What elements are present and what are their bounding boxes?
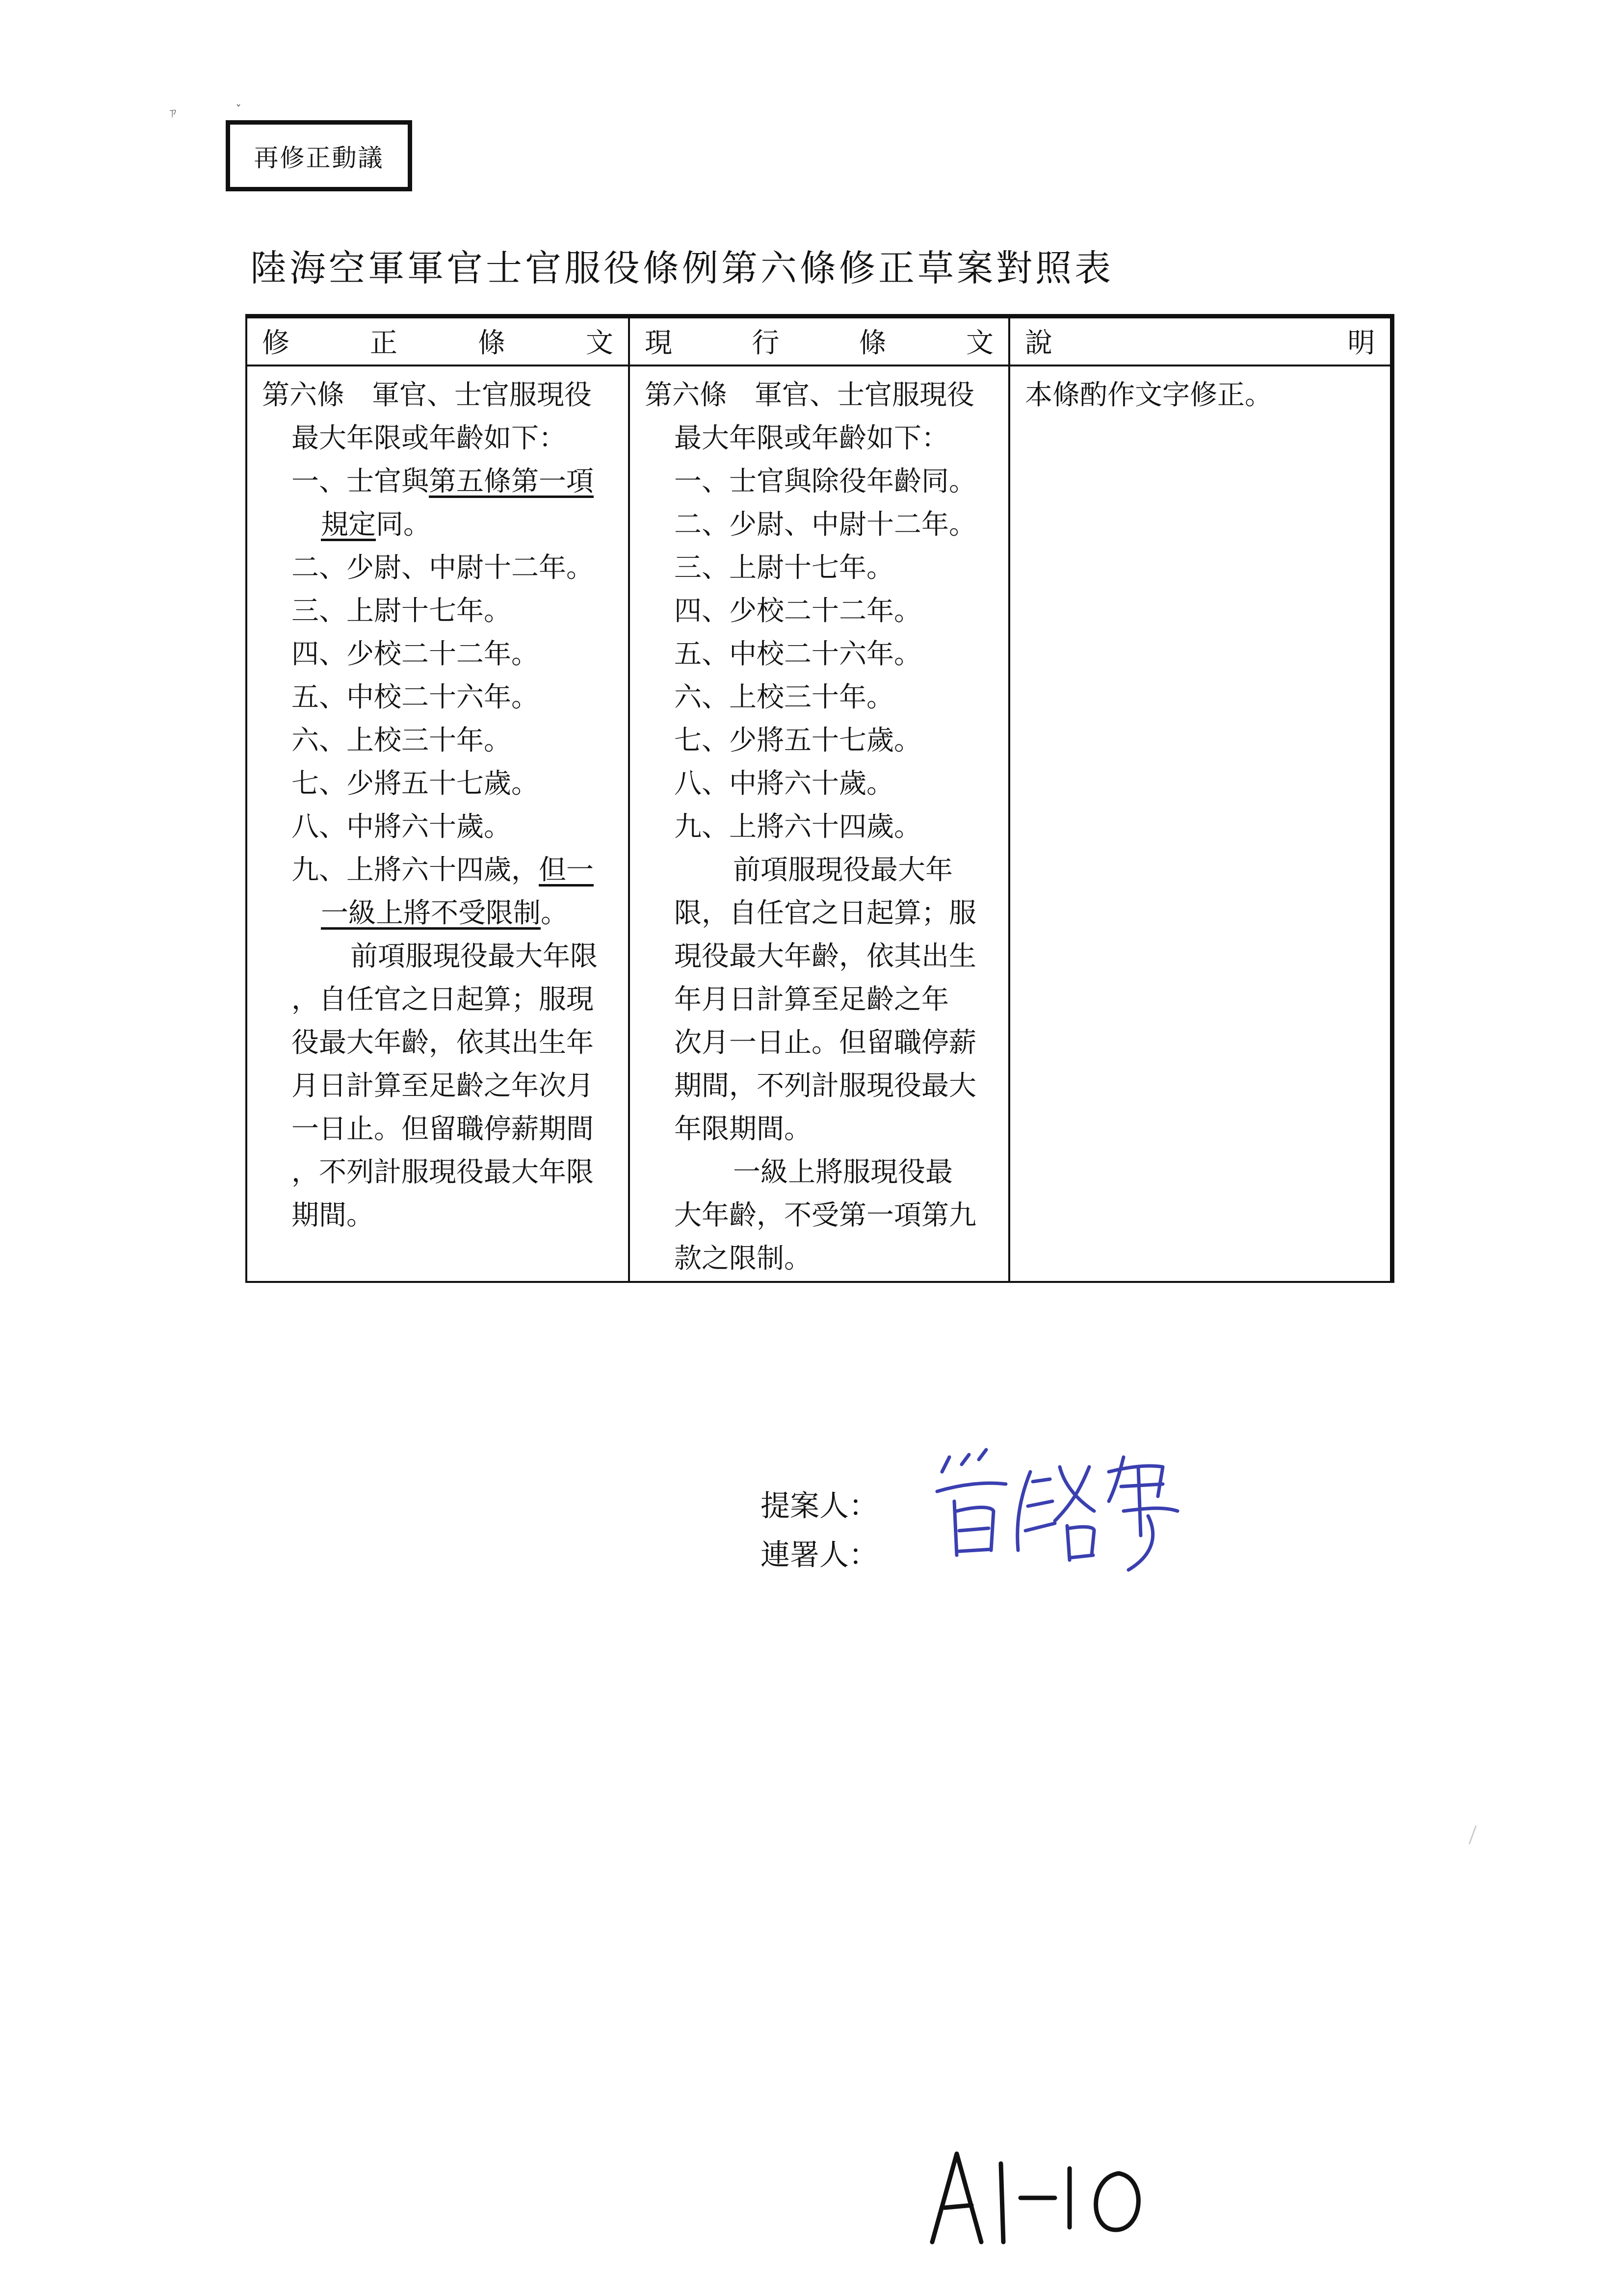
header-amended — [246, 316, 629, 365]
current-line: 三、上尉十七年。 — [674, 551, 894, 584]
header-char: 現 — [645, 327, 672, 359]
table-body-row — [246, 365, 1392, 1282]
current-line: 九、上將六十四歲。 — [674, 810, 921, 843]
current-line: 一、士官與除役年齡同。 — [674, 465, 976, 497]
amended-text-cell — [246, 365, 629, 1282]
amended-line: 八、中將六十歲。 — [291, 810, 511, 843]
scan-mark: ˇ — [236, 103, 241, 117]
underlined-amendment: 規定 — [321, 508, 376, 541]
amended-line: 役最大年齡，依其出生年 — [291, 1026, 594, 1059]
current-line: 次月一日止。但留職停薪 — [674, 1026, 976, 1059]
amended-line: 五、中校二十六年。 — [291, 681, 539, 713]
header-explanation — [1009, 316, 1392, 365]
cosigner-label: 連署人： — [760, 1538, 878, 1572]
current-line: 一級上將服現役最 — [733, 1156, 953, 1188]
current-line: 八、中將六十歲。 — [674, 767, 894, 800]
header-char: 文 — [586, 327, 613, 359]
underlined-amendment: 但一 — [539, 854, 594, 886]
scan-mark: ㄗ — [167, 106, 179, 120]
header-char: 修 — [262, 327, 289, 359]
amended-line: 一級上將不受限制。 — [321, 897, 568, 929]
handwritten-page-code — [922, 2144, 1178, 2252]
header-char: 說 — [1025, 327, 1052, 359]
header-char: 正 — [370, 327, 397, 359]
current-line: 年限期間。 — [674, 1113, 812, 1145]
current-line: 六、上校三十年。 — [674, 681, 894, 713]
comparison-table — [245, 314, 1394, 1283]
current-line: 第六條 軍官、士官服現役 — [645, 379, 974, 411]
proposer-label: 提案人： — [760, 1489, 878, 1523]
current-line: 五、中校二十六年。 — [674, 638, 921, 670]
current-text-cell — [629, 365, 1009, 1282]
amended-line: 三、上尉十七年。 — [291, 595, 511, 627]
table-header-row — [246, 316, 1392, 365]
amended-line: 前項服現役最大年限 — [350, 940, 598, 972]
current-line: 二、少尉、中尉十二年。 — [674, 508, 976, 541]
amended-line: 最大年限或年齡如下： — [291, 422, 566, 454]
header-char: 文 — [966, 327, 994, 359]
current-line: 現役最大年齡，依其出生 — [674, 940, 976, 972]
current-line: 大年齡，不受第一項第九 — [674, 1199, 976, 1231]
motion-stamp-box — [226, 120, 412, 191]
current-line: 年月日計算至足齡之年 — [674, 983, 949, 1016]
header-current — [629, 316, 1009, 365]
current-line: 限，自任官之日起算；服 — [674, 897, 976, 929]
amended-line: 四、少校二十二年。 — [291, 638, 539, 670]
current-line: 七、少將五十七歲。 — [674, 724, 921, 757]
amended-line: 期間。 — [291, 1199, 374, 1231]
amended-line: 第六條 軍官、士官服現役 — [262, 379, 592, 411]
handwritten-signature — [932, 1437, 1207, 1585]
amended-line: 月日計算至足齡之年次月 — [291, 1070, 594, 1102]
amended-line: 六、上校三十年。 — [291, 724, 511, 757]
current-line: 前項服現役最大年 — [733, 854, 953, 886]
signature-labels — [760, 1482, 878, 1580]
underlined-amendment: 一級上將不受限制 — [321, 897, 541, 929]
current-line: 款之限制。 — [674, 1242, 812, 1275]
header-char: 條 — [859, 327, 887, 359]
amended-line: 九、上將六十四歲，但一 — [291, 854, 594, 886]
amended-line: 一日止。但留職停薪期間 — [291, 1113, 594, 1145]
amended-line: ，自任官之日起算；服現 — [291, 983, 594, 1016]
amended-line: 一、士官與第五條第一項 — [291, 465, 594, 497]
scan-mark — [1468, 1826, 1477, 1845]
header-char: 行 — [752, 327, 780, 359]
amended-line: ，不列計服現役最大年限 — [291, 1156, 594, 1188]
explanation-cell — [1009, 365, 1392, 1282]
document-title: 陸海空軍軍官士官服役條例第六條修正草案對照表 — [250, 247, 1114, 289]
underlined-amendment: 第五條第一項 — [429, 465, 594, 497]
motion-stamp-label: 再修正動議 — [254, 143, 384, 172]
current-line: 期間，不列計服現役最大 — [674, 1070, 976, 1102]
current-line: 最大年限或年齡如下： — [674, 422, 949, 454]
amended-line: 二、少尉、中尉十二年。 — [291, 551, 594, 584]
explanation-text: 本條酌作文字修正。 — [1025, 379, 1272, 411]
header-char: 明 — [1347, 327, 1375, 359]
header-char: 條 — [478, 327, 505, 359]
amended-line: 規定同。 — [321, 508, 431, 541]
current-line: 四、少校二十二年。 — [674, 595, 921, 627]
amended-line: 七、少將五十七歲。 — [291, 767, 539, 800]
